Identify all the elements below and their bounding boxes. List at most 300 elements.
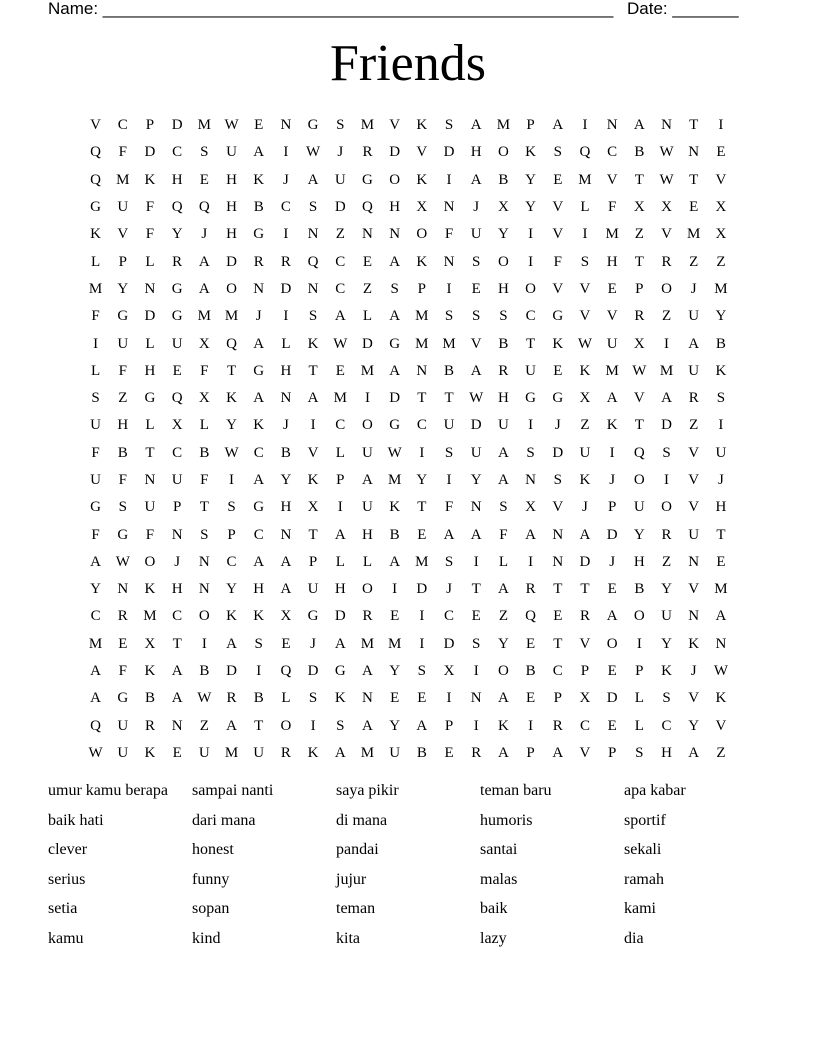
grid-letter: A [470, 117, 482, 134]
grid-letter: U [497, 417, 509, 434]
grid-letter: G [117, 308, 129, 325]
grid-letter: L [335, 553, 345, 570]
grid-letter: A [90, 663, 102, 680]
grid-letter: R [226, 690, 237, 707]
grid-letter: Z [362, 280, 373, 297]
grid-letter: E [362, 253, 373, 270]
grid-letter: Y [715, 308, 727, 325]
grid-letter: Y [90, 581, 102, 598]
grid-letter: A [253, 144, 265, 161]
grid-letter: E [281, 635, 291, 652]
grid-letter: G [90, 199, 102, 216]
word-list-item: humoris [480, 811, 533, 829]
grid-letter: R [471, 744, 482, 761]
grid-letter: A [497, 472, 509, 488]
grid-letter: A [362, 663, 373, 680]
grid-letter: M [687, 226, 701, 243]
grid-letter: H [280, 362, 292, 379]
grid-letter: I [473, 663, 479, 680]
grid-letter: M [88, 280, 103, 297]
grid-letter: H [117, 417, 129, 434]
grid-letter: O [633, 608, 645, 625]
grid-letter: R [253, 253, 264, 270]
grid-letter: Y [525, 199, 537, 216]
grid-letter: S [91, 390, 100, 407]
grid-letter: N [470, 690, 482, 707]
word-list-item: saya pikir [336, 782, 399, 799]
grid-letter: P [172, 499, 182, 516]
grid-letter: P [118, 253, 127, 270]
name-field-label: Name: ______________________________________________________ [48, 0, 614, 18]
grid-letter: R [688, 390, 699, 407]
grid-letter: B [253, 199, 264, 216]
grid-letter: I [364, 390, 370, 407]
grid-letter: N [443, 253, 455, 270]
grid-letter: K [552, 335, 564, 352]
grid-letter: X [497, 199, 509, 216]
grid-letter: B [280, 444, 291, 461]
grid-letter: N [280, 526, 292, 543]
grid-letter: F [200, 472, 209, 488]
grid-letter: A [470, 362, 482, 379]
grid-letter: L [335, 444, 345, 461]
grid-letter: A [307, 171, 319, 188]
grid-letter: O [525, 280, 537, 297]
word-list [48, 779, 768, 957]
grid-letter: O [280, 717, 292, 734]
grid-letter: I [718, 417, 724, 434]
grid-letter: I [283, 308, 289, 325]
grid-letter: O [497, 253, 509, 270]
grid-letter: U [117, 335, 129, 352]
grid-letter: E [335, 362, 345, 379]
grid-letter: W [115, 553, 130, 570]
grid-letter: H [470, 144, 482, 161]
word-list-item: sopan [192, 900, 230, 918]
grid-letter: U [470, 226, 482, 243]
grid-letter: D [144, 308, 156, 325]
grid-letter: H [661, 744, 672, 761]
grid-letter: X [171, 417, 183, 434]
grid-letter: A [226, 717, 237, 734]
grid-letter: E [172, 362, 182, 379]
grid-letter: R [144, 717, 155, 734]
grid-letter: D [661, 417, 672, 434]
grid-letter: M [659, 362, 674, 379]
grid-letter: E [607, 663, 617, 680]
grid-letter: Q [171, 390, 183, 407]
grid-letter: B [498, 171, 509, 188]
grid-letter: S [499, 499, 508, 516]
grid-letter: H [389, 199, 401, 216]
grid-letter: P [336, 472, 345, 488]
grid-letter: W [224, 444, 239, 461]
grid-letter: K [307, 472, 319, 488]
grid-letter: R [661, 253, 672, 270]
grid-letter: H [334, 581, 346, 598]
grid-letter: V [552, 199, 564, 216]
grid-letter: R [552, 717, 563, 734]
grid-letter: V [688, 690, 700, 707]
grid-letter: A [552, 744, 564, 761]
grid-letter: A [253, 472, 265, 488]
word-list-item: jujur [336, 870, 367, 888]
word-list-item: baik hati [48, 811, 104, 829]
grid-letter: E [607, 581, 617, 598]
grid-letter: X [715, 226, 727, 243]
grid-letter: S [472, 308, 481, 325]
grid-letter: A [307, 390, 319, 407]
grid-letter: D [226, 253, 237, 270]
grid-letter: A [362, 472, 373, 488]
grid-letter: I [337, 499, 343, 516]
grid-letter: E [526, 635, 536, 652]
grid-letter: V [633, 390, 645, 407]
grid-letter: J [609, 553, 616, 570]
grid-letter: N [525, 472, 537, 488]
grid-letter: F [145, 526, 155, 543]
grid-letter: B [444, 362, 455, 379]
grid-letter: O [198, 608, 210, 625]
grid-letter: A [606, 390, 618, 407]
grid-letter: K [416, 171, 428, 188]
grid-letter: U [633, 499, 645, 516]
grid-letter: P [635, 280, 644, 297]
grid-letter: I [446, 472, 452, 488]
grid-letter: I [283, 226, 289, 243]
grid-letter: D [470, 417, 482, 434]
grid-letter: N [606, 117, 618, 134]
grid-letter: K [579, 472, 591, 488]
word-list-item: teman baru [480, 782, 552, 799]
grid-letter: R [634, 308, 645, 325]
word-list-item: clever [48, 841, 88, 859]
grid-letter: V [606, 171, 618, 188]
grid-letter: Y [497, 635, 509, 652]
grid-letter: N [144, 280, 156, 297]
grid-letter: U [606, 335, 618, 352]
grid-letter: D [443, 144, 455, 161]
grid-letter: Y [416, 472, 428, 488]
grid-letter: A [416, 717, 428, 734]
grid-letter: W [387, 444, 402, 461]
grid-letter: X [633, 335, 645, 352]
grid-letter: H [362, 526, 373, 543]
grid-letter: F [118, 362, 127, 379]
grid-letter: T [634, 417, 644, 434]
word-list-item: umur kamu berapa [48, 782, 168, 799]
grid-letter: T [172, 635, 182, 652]
grid-letter: W [632, 362, 647, 379]
grid-letter: F [118, 663, 127, 680]
grid-letter: D [280, 280, 292, 297]
grid-letter: U [688, 526, 700, 543]
grid-letter: M [197, 117, 212, 134]
grid-letter: E [607, 280, 617, 297]
grid-letter: I [310, 417, 316, 434]
word-list-item: dia [624, 929, 644, 947]
grid-letter: F [91, 308, 100, 325]
grid-letter: S [580, 253, 590, 270]
grid-letter: X [579, 390, 591, 407]
grid-letter: A [661, 390, 672, 407]
grid-letter: Q [90, 717, 102, 734]
grid-letter: E [716, 553, 726, 570]
grid-letter: S [390, 280, 399, 297]
word-list-item: malas [480, 870, 518, 888]
grid-letter: I [93, 335, 99, 352]
grid-letter: M [714, 581, 728, 598]
grid-letter: N [715, 635, 727, 652]
grid-letter: H [497, 280, 509, 297]
grid-letter: S [444, 444, 454, 461]
word-list-item: serius [48, 870, 86, 888]
grid-letter: A [688, 335, 700, 352]
grid-letter: I [582, 117, 588, 134]
grid-letter: B [498, 335, 509, 352]
grid-letter: Z [689, 417, 699, 434]
grid-letter: F [444, 499, 454, 516]
grid-letter: M [333, 390, 347, 407]
grid-letter: X [443, 663, 455, 680]
grid-letter: N [688, 553, 700, 570]
grid-letter: L [362, 308, 373, 325]
grid-letter: G [552, 390, 564, 407]
grid-letter: K [226, 608, 237, 625]
grid-letter: V [688, 499, 700, 516]
grid-letter: A [443, 526, 455, 543]
grid-letter: U [579, 444, 591, 461]
word-list-item: sampai nanti [192, 782, 274, 799]
grid-letter: K [90, 226, 102, 243]
grid-letter: K [144, 171, 156, 188]
grid-letter: D [552, 444, 564, 461]
grid-letter: U [171, 335, 183, 352]
grid-letter: M [442, 335, 456, 352]
grid-letter: P [526, 117, 535, 134]
grid-letter: I [473, 717, 479, 734]
grid-letter: I [609, 444, 615, 461]
grid-letter: C [253, 526, 264, 543]
grid-letter: T [553, 635, 563, 652]
grid-letter: N [307, 280, 319, 297]
grid-letter: J [473, 199, 480, 216]
grid-letter: A [389, 308, 401, 325]
grid-letter: E [254, 117, 264, 134]
grid-letter: G [171, 308, 183, 325]
grid-letter: C [525, 308, 536, 325]
grid-letter: F [499, 526, 508, 543]
grid-letter: Q [633, 444, 645, 461]
grid-letter: T [417, 390, 427, 407]
grid-letter: U [334, 171, 346, 188]
grid-letter: N [552, 553, 564, 570]
grid-letter: V [661, 226, 672, 243]
grid-letter: G [171, 280, 183, 297]
grid-letter: P [635, 663, 644, 680]
grid-letter: V [389, 117, 401, 134]
grid-letter: G [117, 690, 129, 707]
grid-letter: N [362, 226, 373, 243]
grid-letter: R [362, 144, 373, 161]
grid-letter: E [199, 171, 209, 188]
grid-letter: K [389, 499, 401, 516]
grid-letter: B [199, 444, 210, 461]
grid-letter: I [528, 717, 534, 734]
grid-letter: D [144, 144, 156, 161]
grid-letter: K [253, 417, 265, 434]
grid-letter: B [634, 144, 645, 161]
grid-letter: K [253, 608, 265, 625]
grid-letter: H [171, 171, 183, 188]
grid-letter: N [307, 226, 319, 243]
grid-letter: V [552, 226, 564, 243]
grid-letter: T [471, 581, 481, 598]
grid-letter: J [554, 417, 561, 434]
grid-letter: U [198, 744, 210, 761]
grid-letter: A [334, 308, 346, 325]
grid-letter: S [526, 444, 535, 461]
grid-letter: O [633, 472, 645, 488]
word-list-item: ramah [624, 870, 664, 888]
grid-letter: R [172, 253, 183, 270]
grid-letter: N [253, 280, 265, 297]
word-list-item: lazy [480, 929, 507, 947]
grid-letter: B [389, 526, 400, 543]
grid-letter: G [307, 117, 319, 134]
grid-letter: H [606, 253, 618, 270]
grid-letter: D [606, 526, 618, 543]
grid-letter: Q [362, 199, 373, 216]
grid-letter: Y [389, 663, 401, 680]
grid-letter: T [634, 171, 644, 188]
worksheet-header [48, 0, 748, 20]
grid-letter: Z [716, 744, 726, 761]
grid-letter: N [144, 472, 156, 488]
grid-letter: I [528, 417, 534, 434]
grid-letter: U [117, 744, 129, 761]
grid-letter: E [607, 717, 617, 734]
grid-letter: I [528, 253, 534, 270]
grid-letter: S [635, 744, 644, 761]
grid-letter: D [226, 663, 237, 680]
grid-letter: V [579, 744, 591, 761]
grid-letter: T [526, 335, 536, 352]
grid-letter: I [718, 117, 724, 134]
grid-letter: I [419, 444, 425, 461]
grid-letter: O [661, 499, 672, 516]
grid-letter: B [634, 581, 645, 598]
grid-letter: K [606, 417, 618, 434]
grid-letter: P [526, 744, 535, 761]
grid-letter: D [334, 199, 346, 216]
grid-letter: A [470, 526, 482, 543]
grid-letter: Z [199, 717, 209, 734]
grid-letter: G [117, 526, 129, 543]
grid-letter: E [553, 362, 563, 379]
grid-letter: M [88, 635, 103, 652]
grid-letter: T [145, 444, 155, 461]
grid-letter: C [416, 417, 427, 434]
grid-letter: D [171, 117, 183, 134]
grid-letter: F [91, 444, 100, 461]
grid-letter: J [282, 171, 289, 188]
grid-letter: G [253, 499, 265, 516]
grid-letter: L [498, 553, 508, 570]
grid-letter: X [416, 199, 428, 216]
grid-letter: N [389, 226, 401, 243]
grid-letter: U [90, 472, 102, 488]
grid-letter: S [444, 308, 454, 325]
grid-letter: A [579, 526, 591, 543]
grid-letter: A [334, 744, 346, 761]
grid-letter: F [444, 226, 454, 243]
grid-letter: N [688, 608, 700, 625]
grid-letter: Z [716, 253, 726, 270]
grid-letter: R [280, 253, 291, 270]
grid-letter: Q [90, 171, 102, 188]
grid-letter: G [90, 499, 102, 516]
grid-letter: N [171, 717, 183, 734]
puzzle-title: Friends [330, 35, 486, 92]
grid-letter: V [416, 144, 428, 161]
grid-letter: Y [171, 226, 183, 243]
grid-letter: K [416, 117, 428, 134]
word-list-item: santai [480, 841, 518, 859]
grid-letter: D [416, 581, 428, 598]
grid-letter: P [580, 663, 590, 680]
word-list-item: di mana [336, 811, 388, 829]
date-field-label: Date: _______ [627, 0, 739, 18]
grid-letter: R [661, 526, 672, 543]
grid-letter: V [688, 444, 700, 461]
grid-letter: V [90, 117, 102, 134]
grid-letter: C [552, 663, 563, 680]
grid-letter: M [714, 280, 728, 297]
grid-letter: B [199, 663, 210, 680]
grid-letter: E [716, 144, 726, 161]
grid-letter: D [334, 608, 346, 625]
word-list-item: funny [192, 870, 230, 888]
grid-letter: Z [661, 308, 672, 325]
grid-letter: J [255, 308, 262, 325]
grid-letter: W [469, 390, 484, 407]
grid-letter: V [307, 444, 319, 461]
grid-letter: Z [498, 608, 508, 625]
grid-letter: V [552, 280, 564, 297]
grid-letter: J [690, 663, 697, 680]
grid-letter: X [280, 608, 292, 625]
grid-letter: U [226, 144, 237, 161]
grid-letter: M [197, 308, 212, 325]
grid-letter: U [362, 444, 373, 461]
grid-letter: V [715, 717, 727, 734]
grid-letter: X [715, 199, 727, 216]
grid-letter: T [553, 581, 563, 598]
grid-letter: P [308, 553, 318, 570]
grid-letter: I [446, 171, 452, 188]
grid-letter: E [390, 608, 400, 625]
grid-letter: P [444, 717, 454, 734]
grid-letter: O [362, 581, 373, 598]
grid-letter: L [145, 335, 155, 352]
grid-letter: M [605, 226, 619, 243]
grid-letter: A [171, 663, 183, 680]
grid-letter: U [117, 717, 129, 734]
grid-letter: V [579, 308, 591, 325]
grid-letter: J [609, 472, 616, 488]
grid-letter: G [389, 335, 401, 352]
